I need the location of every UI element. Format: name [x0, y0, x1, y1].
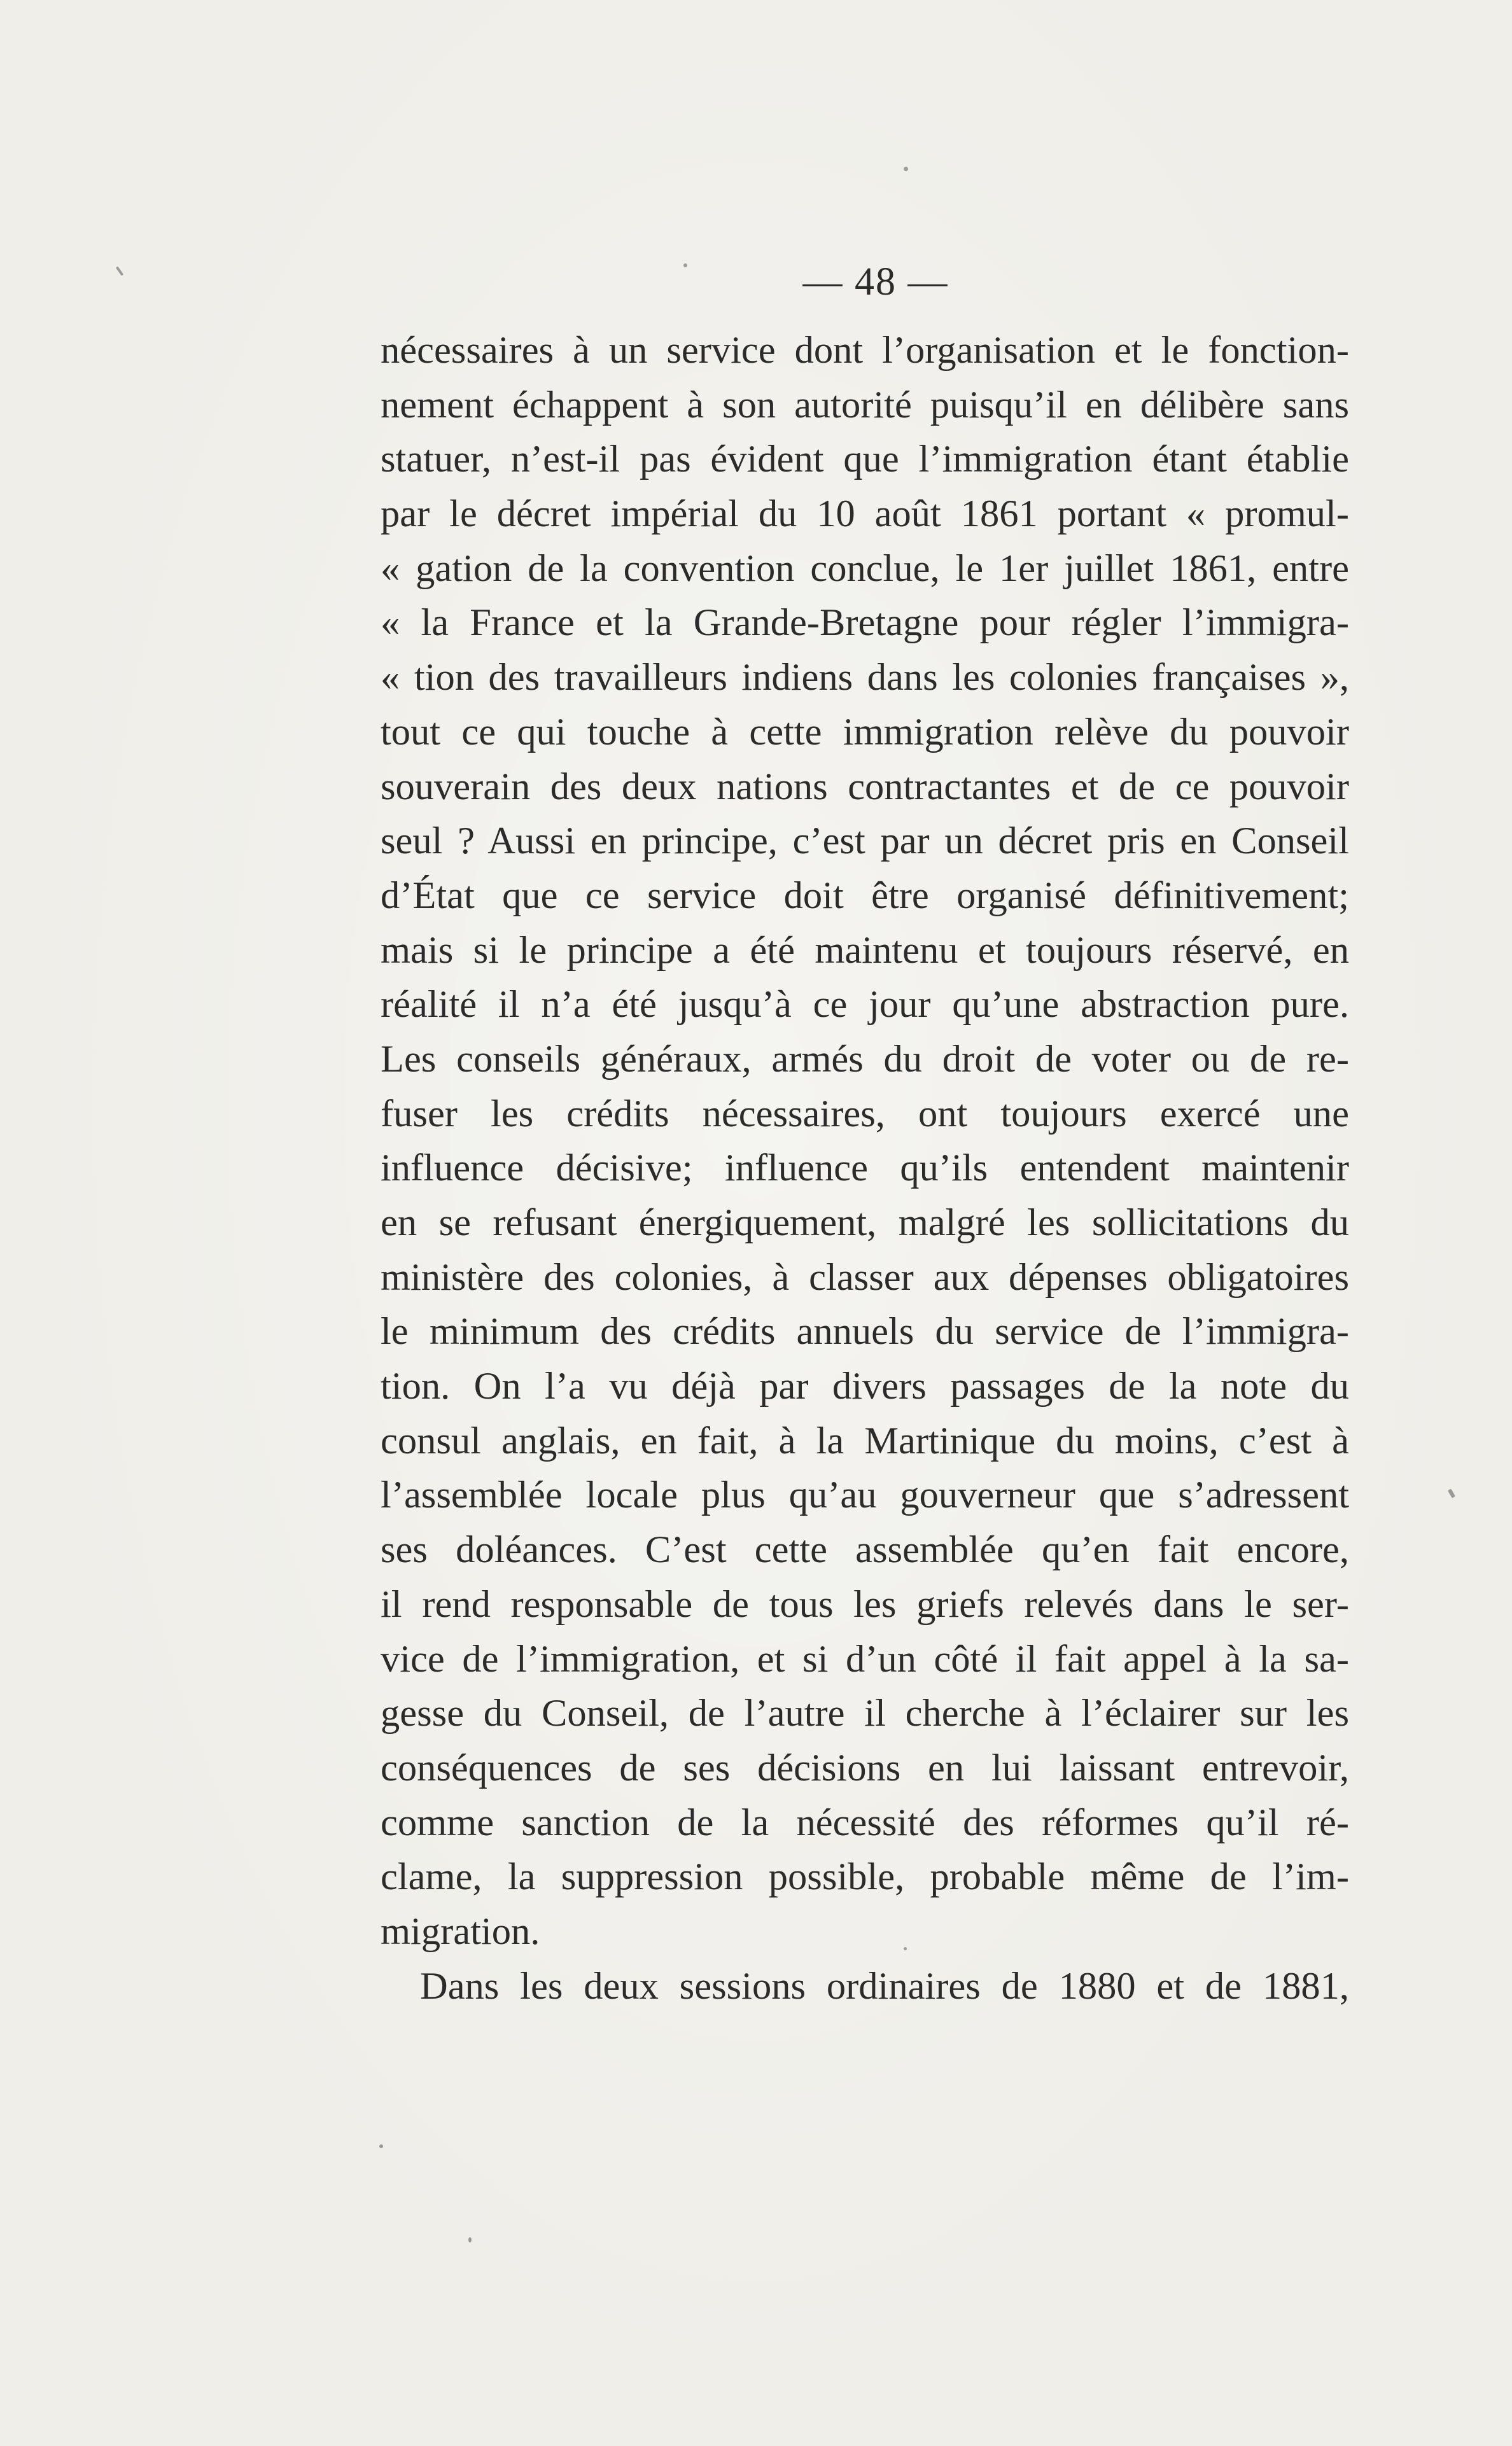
text-line: « tion des travailleurs indiens dans les colonies françaises », — [381, 656, 1349, 699]
text-line: « gation de la convention conclue, le 1er juillet 1861, entre — [381, 547, 1349, 590]
text-line: l’assemblée locale plus qu’au gouverneur que s’adressent — [381, 1474, 1349, 1517]
text-line: conséquences de ses décisions en lui laissant entrevoir, — [381, 1746, 1349, 1789]
paper-speck — [468, 2237, 472, 2242]
text-line: en se refusant énergiquement, malgré les sollicitations du — [381, 1201, 1349, 1244]
text-line: fuser les crédits nécessaires, ont toujours exercé une — [381, 1092, 1349, 1135]
text-line: par le décret impérial du 10 août 1861 portant « promul- — [381, 493, 1349, 536]
text-line: gesse du Conseil, de l’autre il cherche à l’éclairer sur les — [381, 1692, 1349, 1735]
page-number-text: — 48 — — [802, 260, 949, 304]
text-line: souverain des deux nations contractantes et de ce pouvoir — [381, 765, 1349, 808]
text-line: tout ce qui touche à cette immigration relève du pouvoir — [381, 710, 1349, 753]
text-line: tion. On l’a vu déjà par divers passages de la note du — [381, 1365, 1349, 1408]
body-text — [381, 323, 1349, 2013]
text-line: comme sanction de la nécessité des réformes qu’il ré- — [381, 1801, 1349, 1844]
text-line: influence décisive; influence qu’ils entendent maintenir — [381, 1147, 1349, 1190]
paper-speck — [1448, 1488, 1455, 1498]
text-line: mais si le principe a été maintenu et toujours réservé, en — [381, 928, 1349, 972]
text-line: le minimum des crédits annuels du service de l’immigra- — [381, 1310, 1349, 1353]
page-number — [0, 253, 1512, 311]
text-line: il rend responsable de tous les griefs relevés dans le ser- — [381, 1583, 1349, 1626]
text-line: d’État que ce service doit être organisé définitivement; — [381, 874, 1349, 917]
text-line: Les conseils généraux, armés du droit de voter ou de re- — [381, 1037, 1349, 1080]
text-line: vice de l’immigration, et si d’un côté il fait appel à la sa- — [381, 1637, 1349, 1681]
text-line: clame, la suppression possible, probable même de l’im- — [381, 1855, 1349, 1899]
paper-speck — [904, 1947, 907, 1950]
text-line: migration. — [381, 1910, 540, 1953]
text-line: statuer, n’est-il pas évident que l’immigration étant établie — [381, 438, 1349, 481]
paper-speck — [379, 2144, 383, 2148]
text-line: réalité il n’a été jusqu’à ce jour qu’une abstraction pure. — [381, 983, 1349, 1026]
text-line: ses doléances. C’est cette assemblée qu’en fait encore, — [381, 1528, 1349, 1572]
text-line: ministère des colonies, à classer aux dépenses obligatoires — [381, 1255, 1349, 1299]
text-line: consul anglais, en fait, à la Martinique du moins, c’est à — [381, 1419, 1349, 1462]
text-line: Dans les deux sessions ordinaires de 1880 et de 1881, — [420, 1964, 1349, 2008]
paper-speck — [683, 263, 687, 267]
text-line: nement échappent à son autorité puisqu’il en délibère sans — [381, 383, 1349, 426]
text-line: seul ? Aussi en principe, c’est par un décret pris en Conseil — [381, 820, 1349, 863]
paper-speck — [904, 167, 908, 171]
text-line: « la France et la Grande-Bretagne pour régler l’immigra- — [381, 601, 1349, 645]
text-line: nécessaires à un service dont l’organisation et le fonction- — [381, 329, 1349, 372]
